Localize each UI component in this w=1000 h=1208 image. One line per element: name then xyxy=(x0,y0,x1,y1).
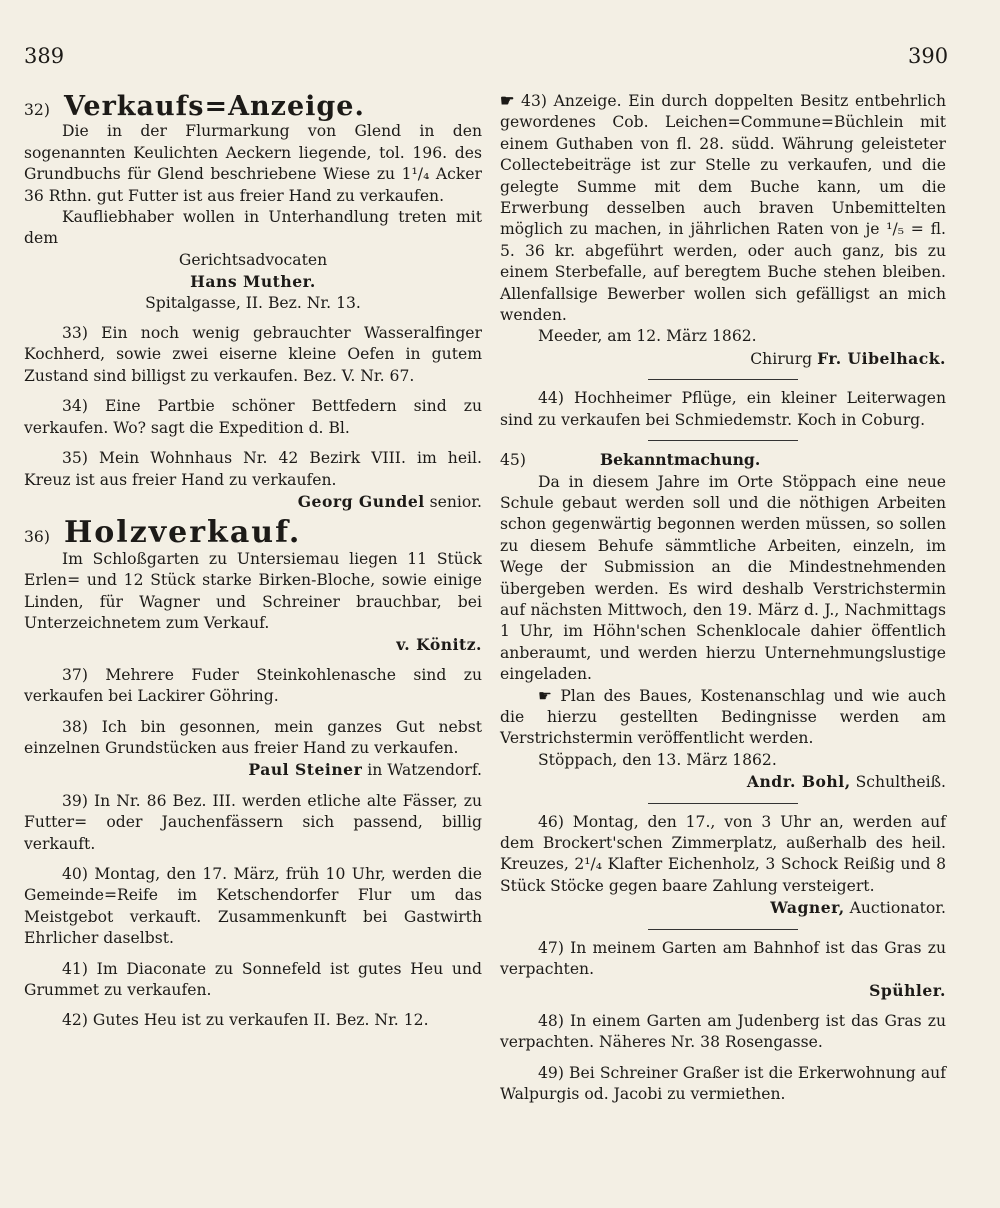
ad-text: 39) In Nr. 86 Bez. III. werden etliche alte Fässer, zu Futter= oder Jauchenfässern sich passend, billig verkauft. xyxy=(24,791,482,853)
ad-38 xyxy=(24,717,482,782)
signature: v. Könitz. xyxy=(396,635,482,655)
ad-44 xyxy=(500,388,946,431)
ad-43 xyxy=(500,90,946,370)
ad-text: 49) Bei Schreiner Graßer ist die Erkerwohnung auf Walpurgis od. Jacobi zu vermiethen. xyxy=(500,1063,946,1104)
ad-text: 44) Hochheimer Pflüge, ein kleiner Leiterwagen sind zu verkaufen bei Schmiedemstr. Koch in Coburg. xyxy=(500,389,946,429)
ad-33 xyxy=(24,323,482,387)
ad-title: Bekanntmachung. xyxy=(599,450,761,470)
ad-37 xyxy=(24,665,482,708)
ad-46 xyxy=(500,812,946,920)
ad-42 xyxy=(24,1010,482,1031)
ad-title: Holzverkauf. xyxy=(63,515,302,551)
ad-49 xyxy=(500,1063,946,1106)
ad-text: 46) Montag, den 17., von 3 Uhr an, werden auf dem Brockert'schen Zimmerplatz, außerhalb des heil. Kreuzes, 2¹/₄ Klafter Eichenholz, 3 Schock Reißig und 8 Stück Stöcke gegen baare Zahlung versteigert. xyxy=(500,812,946,895)
ad-text: Da in diesem Jahre im Orte Stöppach eine neue Schule gebaut werden soll und die nöthigen Arbeiten schon gegenwärtig begonnen werden müssen, so sollen zu diesem Behufe sämmtliche Arbeiten, einzeln, im Wege der Submission an die Mindestnehmenden übergeben werden. Es wird deshalb Verstrichstermin auf nächsten Mittwoch, den 19. März d. J., Nachmittags 1 Uhr, im Höhn'schen Schenklocale dahier öffentlich anberaumt, und werden hierzu Unternehmungslustige eingeladen. xyxy=(500,472,946,684)
ad-32 xyxy=(24,91,482,314)
ad-34 xyxy=(24,396,482,439)
ad-36 xyxy=(24,515,482,655)
signature: Georg Gundel xyxy=(297,491,425,511)
ad-35 xyxy=(24,448,482,513)
page-number-left: 389 xyxy=(24,44,65,68)
divider xyxy=(648,440,798,441)
signature: Paul Steiner xyxy=(248,760,363,780)
signature-line xyxy=(24,491,482,513)
signature-line xyxy=(500,348,946,370)
signature-line xyxy=(24,759,482,781)
signature-title: Chirurg xyxy=(750,349,813,368)
signature-suffix: Auctionator. xyxy=(849,899,946,918)
signature: Fr. Uibelhack. xyxy=(817,348,946,368)
ad-text: 40) Montag, den 17. März, früh 10 Uhr, werden die Gemeinde=Reife im Ketschendorfer Flur um das Meistgebot verkauft. Zusammenkunft bei Gastwirth Ehrlicher daselbst. xyxy=(24,865,482,948)
left-column xyxy=(24,90,482,1041)
signature-suffix: Schultheiß. xyxy=(855,773,946,792)
ad-text: Die in der Flurmarkung von Glend in den sogenannten Keulichten Aeckern liegende, tol. 196. des Grundbuchs für Glend beschriebene Wiese zu 1¹/₄ Acker 36 Rthn. gut Futter ist aus freier Hand zu verkaufen. xyxy=(24,122,482,205)
signature: Andr. Bohl, xyxy=(746,772,851,792)
ad-text: 38) Ich bin gesonnen, mein ganzes Gut nebst einzelnen Grundstücken aus freier Hand zu verkaufen. xyxy=(24,717,482,757)
ad-text xyxy=(500,90,946,326)
ad-text: 33) Ein noch wenig gebrauchter Wasseralfinger Kochherd, sowie zwei eiserne kleine Oefen in gutem Zustand sind billigst zu verkaufen. Bez. V. Nr. 67. xyxy=(24,324,482,385)
ad-text: Kaufliebhaber wollen in Unterhandlung treten mit dem xyxy=(24,208,482,248)
ad-number: 32) xyxy=(24,101,50,119)
page-number-right: 390 xyxy=(908,44,949,68)
ad-text: 37) Mehrere Fuder Steinkohlenasche sind zu verkaufen bei Lackirer Göhring. xyxy=(24,665,482,706)
ad-note: ☛ Plan des Baues, Kostenanschlag und wie auch die hierzu gestellten Bedingnisse werden am Verstrichstermin veröffentlicht werden. xyxy=(500,686,946,748)
ad-title: Verkaufs=Anzeige. xyxy=(63,91,365,122)
ad-number: 36) xyxy=(24,528,50,547)
pointing-hand-icon: ☛ xyxy=(500,91,515,110)
ad-39 xyxy=(24,791,482,855)
ad-text: Im Schloßgarten zu Untersiemau liegen 11 Stück Erlen= und 12 Stück starke Birken-Bloche, sowie einige Linden, für Wagner und Schreiner brauchbar, bei Unterzeichnetem zum Verkauf. xyxy=(24,549,482,632)
ad-text: 35) Mein Wohnhaus Nr. 42 Bezirk VIII. im heil. Kreuz ist aus freier Hand zu verkaufen. xyxy=(24,449,482,489)
signature-line xyxy=(500,897,946,919)
ad-body: 43) Anzeige. Ein durch doppelten Besitz entbehrlich gewordenes Cob. Leichen=Commune=Büchlein mit einem Guthaben von fl. 28. südd. Währung geleisteter Collectebeiträge ist zur Stelle zu verkaufen, und die gelegte Summe mit dem Buche kann, um die Erwerbung desselben auch braven Unbemittelten möglich zu machen, in jährlichen Raten von je ¹/₅ = fl. 5. 36 kr. abgeführt werden, oder auch ganz, bis zu einem Sterbefalle, auf beregtem Buche stehen bleiben. Allenfallsige Bewerber wollen sich gefälligst an mich wenden. xyxy=(500,92,946,325)
divider xyxy=(648,803,798,804)
divider xyxy=(648,379,798,380)
address: Spitalgasse, II. Bez. Nr. 13. xyxy=(145,293,361,312)
ad-text: 48) In einem Garten am Judenberg ist das Gras zu verpachten. Näheres Nr. 38 Rosengasse. xyxy=(500,1011,946,1052)
ad-45 xyxy=(500,449,946,794)
signature: Hans Muther. xyxy=(190,272,316,292)
ad-47 xyxy=(500,938,946,1002)
right-column xyxy=(500,90,946,1114)
place-date: Stöppach, den 13. März 1862. xyxy=(538,750,777,769)
place-date: Meeder, am 12. März 1862. xyxy=(538,327,757,346)
ad-text: 47) In meinem Garten am Bahnhof ist das Gras zu verpachten. xyxy=(500,938,946,979)
ad-text: 41) Im Diaconate zu Sonnefeld ist gutes Heu und Grummet zu verkaufen. xyxy=(24,959,482,1000)
signature-line xyxy=(500,771,946,793)
signature-title: Gerichtsadvocaten xyxy=(178,250,328,269)
ad-40 xyxy=(24,864,482,950)
signature-suffix: senior. xyxy=(429,492,482,511)
ad-41 xyxy=(24,959,482,1002)
signature-suffix: in Watzendorf. xyxy=(367,761,482,780)
ad-number: 45) xyxy=(500,451,526,470)
signature: Wagner, xyxy=(770,898,845,918)
signature: Spühler. xyxy=(869,981,946,1001)
ad-text: 42) Gutes Heu ist zu verkaufen II. Bez. Nr. 12. xyxy=(62,1011,429,1030)
ad-text: 34) Eine Partbie schöner Bettfedern sind zu verkaufen. Wo? sagt die Expedition d. Bl. xyxy=(24,397,482,437)
divider xyxy=(648,929,798,930)
ad-48 xyxy=(500,1011,946,1054)
